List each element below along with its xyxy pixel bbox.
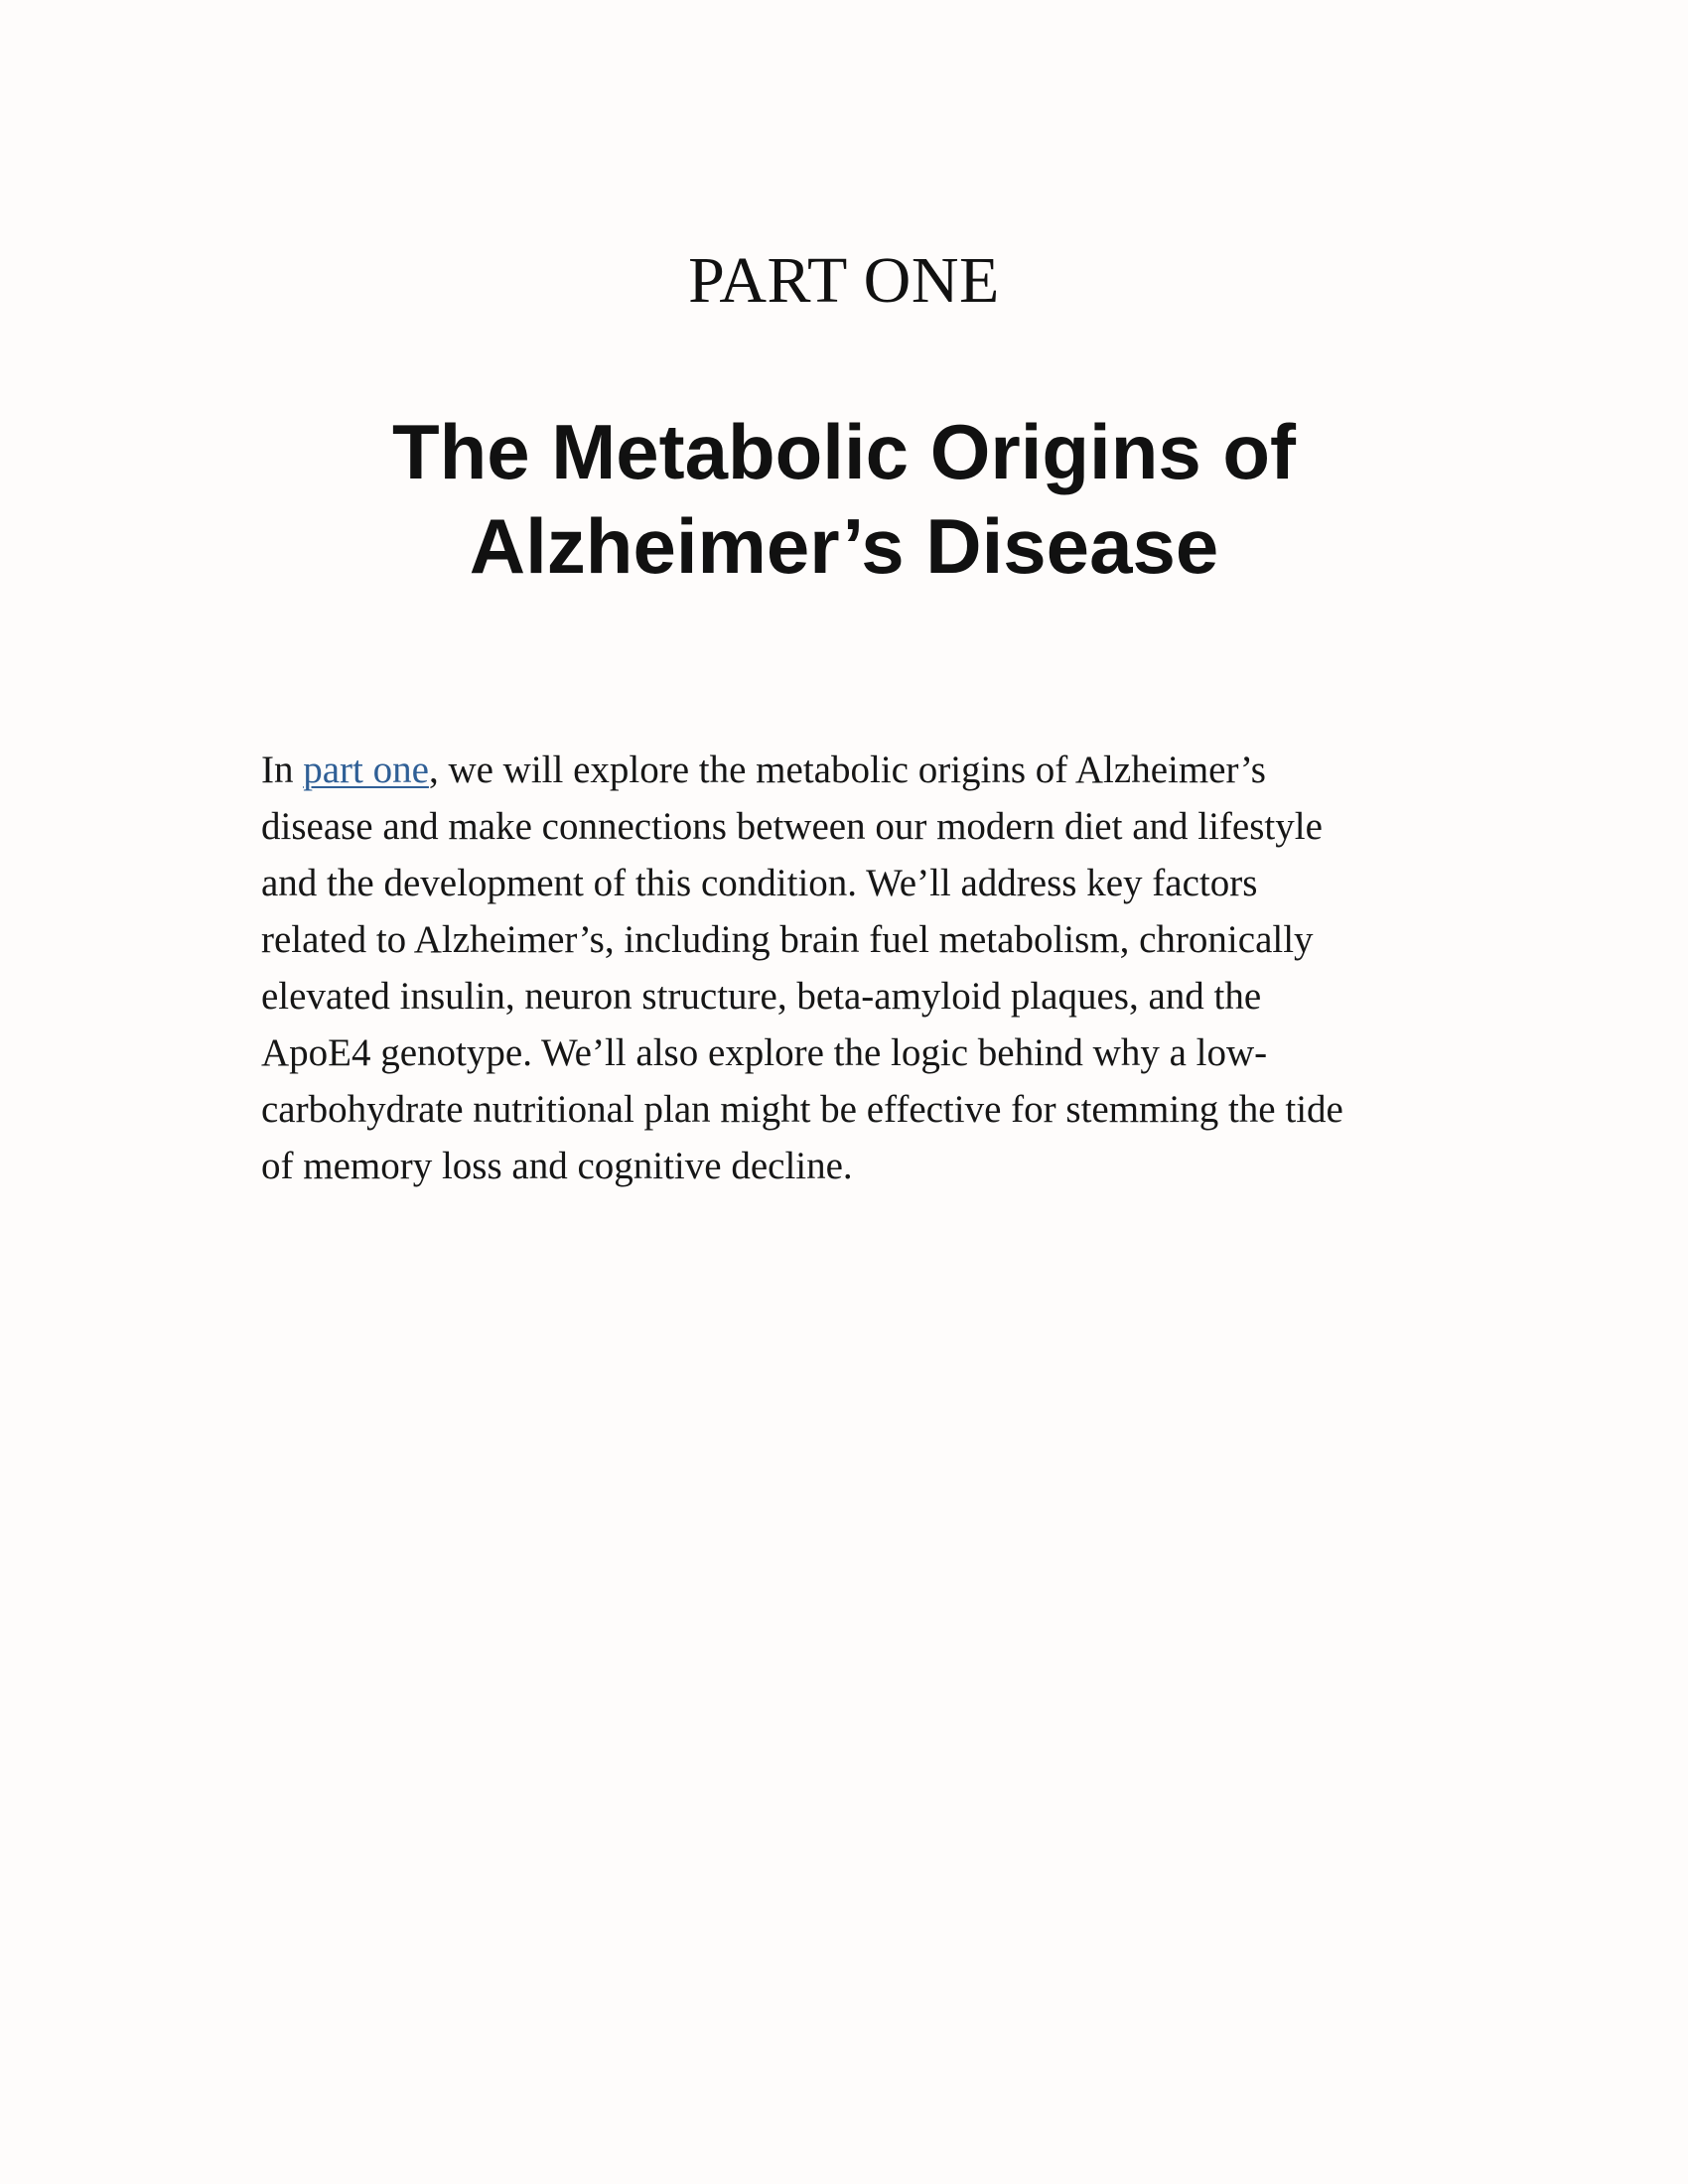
intro-line-2: disease and make connections between our modern diet and lifestyle [261, 805, 1323, 848]
chapter-title-line-1: The Metabolic Origins of [391, 408, 1297, 495]
intro-line-8: of memory loss and cognitive decline. [261, 1145, 853, 1187]
chapter-title-line-2: Alzheimer’s Disease [469, 502, 1219, 590]
intro-line-1 [261, 742, 1453, 798]
chapter-title [248, 405, 1440, 594]
intro-prefix: In [261, 749, 304, 791]
intro-line-5: elevated insulin, neuron structure, beta-amyloid plaques, and the [261, 975, 1262, 1018]
part-label: PART ONE [688, 244, 1000, 317]
part-one-link[interactable]: part one [303, 749, 429, 791]
intro-line-7: carbohydrate nutritional plan might be effective for stemming the tide [261, 1088, 1343, 1131]
intro-line-1-rest: , we will explore the metabolic origins of Alzheimer’s [428, 749, 1266, 791]
intro-paragraph [261, 742, 1453, 1194]
intro-line-6: ApoE4 genotype. We’ll also explore the logic behind why a low- [261, 1031, 1268, 1074]
intro-line-3: and the development of this condition. We’ll address key factors [261, 862, 1258, 904]
intro-line-4: related to Alzheimer’s, including brain fuel metabolism, chronically [261, 918, 1314, 961]
